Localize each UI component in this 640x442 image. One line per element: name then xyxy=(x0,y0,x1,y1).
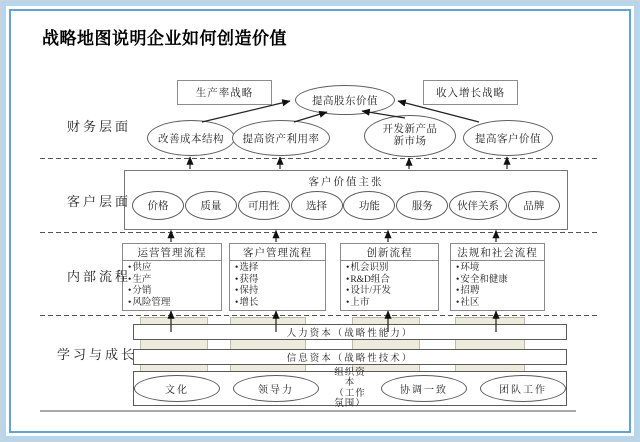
process-item: • 获得 xyxy=(235,275,325,287)
productivity-strategy-box: 生产率战略 xyxy=(177,80,272,105)
process-item: • 增长 xyxy=(235,298,325,310)
organization-capital-box xyxy=(133,367,567,409)
revenue-growth-strategy-box: 收入增长战略 xyxy=(423,80,518,105)
process-item: • 风险管理 xyxy=(128,298,221,310)
culture-oval: 文化 xyxy=(134,375,220,402)
process-item-list xyxy=(451,263,544,309)
process-item: • 招聘 xyxy=(456,286,544,298)
process-item: • R&D组合 xyxy=(346,275,438,287)
organization-capital-line1: 组织资本 xyxy=(334,367,366,388)
organization-capital-line2: （工作氛围） xyxy=(334,388,366,409)
service-oval: 服务 xyxy=(396,191,448,220)
quality-oval: 质量 xyxy=(185,191,237,220)
layer-label-learning: 学习与成长 xyxy=(57,347,138,362)
new-products-markets-oval xyxy=(364,115,456,157)
price-oval: 价格 xyxy=(132,191,184,220)
process-item: • 环境 xyxy=(456,263,544,275)
process-item: • 供应 xyxy=(128,263,221,275)
layer-label-customer: 客户层面 xyxy=(67,194,132,209)
innovation-process-box xyxy=(340,243,439,311)
process-item: • 社区 xyxy=(456,298,544,310)
process-box-header: 运营管理流程 xyxy=(123,244,221,261)
bottom-rule xyxy=(40,410,576,412)
operations-management-process-box xyxy=(122,243,222,311)
selection-oval: 选择 xyxy=(291,191,343,220)
shareholder-value-oval: 提高股东价值 xyxy=(295,85,395,115)
process-item: • 保持 xyxy=(235,286,325,298)
layer-label-financial: 财务层面 xyxy=(67,119,132,134)
layer-label-internal: 内部流程 xyxy=(67,269,132,284)
partnership-oval: 伙伴关系 xyxy=(449,191,507,220)
information-capital-bar: 信息资本（战略性技术） xyxy=(133,349,567,365)
process-box-header: 客户管理流程 xyxy=(230,244,325,261)
customer-value-proposition-box xyxy=(124,170,568,230)
new-products-line2: 新市场 xyxy=(393,136,427,147)
process-item-list xyxy=(341,263,438,309)
process-item: • 生产 xyxy=(128,275,221,287)
organization-capital-label xyxy=(332,368,368,410)
process-item-list xyxy=(230,263,325,309)
process-item: • 选择 xyxy=(235,263,325,275)
process-item: • 上市 xyxy=(346,298,438,310)
asset-utilization-oval: 提高资产利用率 xyxy=(232,120,330,156)
customer-management-process-box xyxy=(229,243,326,311)
process-item: • 分销 xyxy=(128,286,221,298)
process-item-list xyxy=(123,263,221,309)
teamwork-oval: 团队工作 xyxy=(480,375,566,402)
alignment-oval: 协调一致 xyxy=(381,375,467,402)
customer-box-title: 客户价值主张 xyxy=(308,177,384,188)
brand-oval: 品牌 xyxy=(508,191,560,220)
new-products-line1: 开发新产品 xyxy=(382,124,438,135)
functionality-oval: 功能 xyxy=(343,191,395,220)
customer-ovals-row xyxy=(125,191,567,220)
process-box-header: 法规和社会流程 xyxy=(451,244,544,261)
availability-oval: 可用性 xyxy=(238,191,290,220)
regulatory-social-process-box xyxy=(450,243,545,311)
leadership-oval: 领导力 xyxy=(233,375,319,402)
customer-value-oval: 提高客户价值 xyxy=(463,120,553,156)
process-item: • 机会识别 xyxy=(346,263,438,275)
page-title: 战略地图说明企业如何创造价值 xyxy=(42,29,287,48)
process-item: • 安全和健康 xyxy=(456,275,544,287)
cost-structure-oval: 改善成本结构 xyxy=(147,120,235,156)
process-box-header: 创新流程 xyxy=(341,244,438,261)
human-capital-bar: 人力资本（战略性能力） xyxy=(133,324,567,340)
process-item: • 设计/开发 xyxy=(346,286,438,298)
